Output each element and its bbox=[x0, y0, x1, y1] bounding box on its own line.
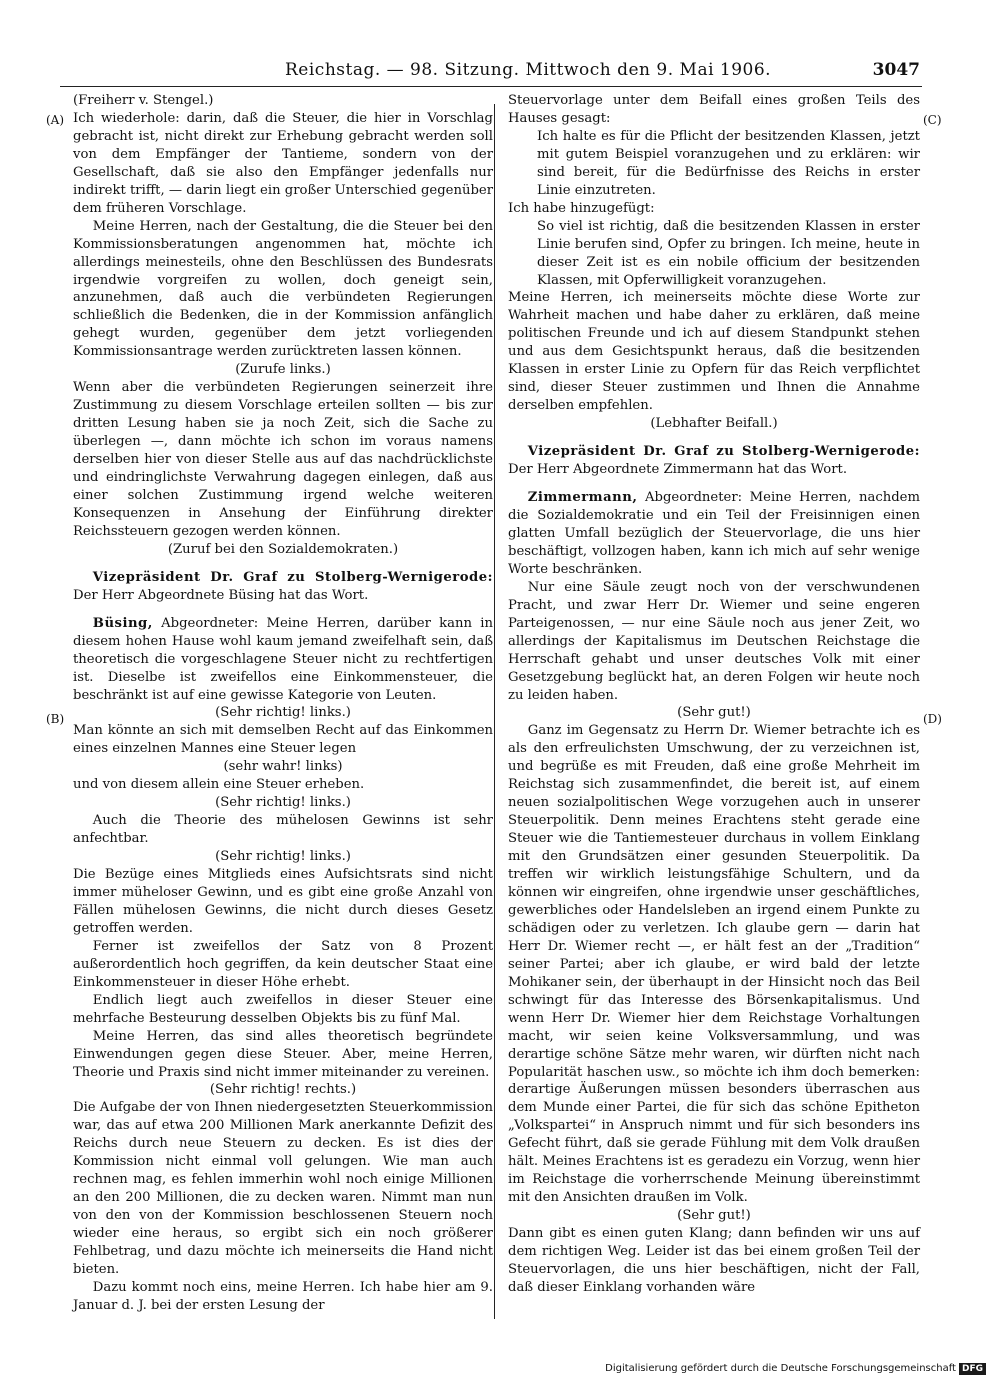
interjection: (sehr wahr! links) bbox=[223, 759, 343, 775]
paragraph: Ferner ist zweifellos der Satz von 8 Prozent außerordentlich hoch gegriffen, da kein deutscher Staat eine Einkommensteuer in dieser Höhe erhebt. bbox=[73, 938, 493, 990]
speaker-name: Vizepräsident Dr. Graf zu Stolberg-Wernigerode: bbox=[527, 444, 920, 460]
margin-mark-d: (D) bbox=[923, 712, 942, 726]
interjection: (Sehr richtig! rechts.) bbox=[209, 1082, 357, 1098]
paragraph: Auch die Theorie des mühelosen Gewinns ist sehr anfechtbar. bbox=[73, 813, 493, 847]
paragraph: Dazu kommt noch eins, meine Herren. Ich habe hier am 9. Januar d. J. bei der ersten Lesung der bbox=[73, 1279, 493, 1313]
dfg-logo: DFG bbox=[959, 1363, 986, 1375]
left-column bbox=[73, 92, 493, 1315]
paragraph: Meine Herren, ich meinerseits möchte diese Worte zur Wahrheit machen und habe daher zu erklären, daß meine politischen Freunde und ich auf diesem Standpunkt stehen und aus dem Gesichtspunkt heraus, daß die besitzenden Klassen in erster Linie zu Opfern für das Reich verpflichtet sind, dieser Steuer zustimmen und Ihnen die Annahme derselben empfehlen. bbox=[508, 290, 920, 414]
footer bbox=[605, 1363, 986, 1375]
footer-text: Digitalisierung gefördert durch die Deutsche Forschungsgemeinschaft bbox=[605, 1363, 956, 1374]
margin-mark-a: (A) bbox=[46, 113, 65, 127]
paragraph: Endlich liegt auch zweifellos in dieser Steuer eine mehrfache Besteurung desselben Objekts bis zu fünf Mal. bbox=[73, 992, 493, 1026]
paragraph: Die Bezüge eines Mitglieds eines Aufsichtsrats sind nicht immer müheloser Gewinn, und es gibt eine große Anzahl von Fällen mühelosen Gewinns, die nicht durch dieses Gesetz getroffen werden. bbox=[73, 867, 493, 936]
interjection: (Sehr gut!) bbox=[677, 1208, 751, 1224]
interjection: (Sehr richtig! links.) bbox=[215, 705, 351, 721]
column-divider bbox=[494, 104, 495, 1319]
paragraph: Ich habe hinzugefügt: bbox=[508, 200, 655, 216]
paragraph: So viel ist richtig, daß die besitzenden Klassen in erster Linie berufen sind, Opfer zu bringen. Ich meine, heute in dieser Zeit ist es ein nobile officium der besitzenden Klassen, mit Opferwilligkeit voranzugehen. bbox=[537, 218, 920, 288]
page-number: 3047 bbox=[872, 60, 920, 80]
interjection: (Lebhafter Beifall.) bbox=[650, 416, 778, 432]
interjection: (Sehr richtig! links.) bbox=[215, 849, 351, 865]
paragraph bbox=[508, 443, 920, 479]
right-column bbox=[508, 92, 920, 1297]
paragraph bbox=[508, 489, 920, 579]
paragraph: Nur eine Säule zeugt noch von der verschwundenen Pracht, und zwar Herr Dr. Wiemer und seine engeren Parteigenossen, — nur eine Säule noch aus jener Zeit, wo allerdings der Kapitalismus im Deutschen Reichstage die Herrschaft gehabt und unser deutsches Volk mit einer Gesetzgebung beglückt hat, an deren Folgen wir heute noch zu leiden haben. bbox=[508, 579, 920, 703]
paragraph: Wenn aber die verbündeten Regierungen seinerzeit ihre Zustimmung zu diesem Vorschlage erteilen sollten — bis zur dritten Lesung haben sie ja noch Zeit, sich die Sache zu überlegen —, dann möchte ich schon im voraus namens derselben hier von dieser Stelle aus auf das nachdrücklichste und eindringlichste Verwahrung dagegen einlegen, daß aus einer solchen Zustimmung irgend welche weiteren Konsequenzen in Ansehung der Einführung direkter Reichssteuern gezogen werden können. bbox=[73, 380, 493, 539]
speech-text: Abgeordneter: Meine Herren, nachdem die Sozialdemokratie und ein Teil der Freisinnigen einen glatten Umfall bezüglich der Steuervorlage, die uns hier beschäftigt, vollzogen haben, kann ich mich auf sehr wenige Worte beschränken. bbox=[508, 490, 920, 577]
interjection: (Sehr gut!) bbox=[677, 705, 751, 721]
paragraph: Ich halte es für die Pflicht der besitzenden Klassen, jetzt mit gutem Beispiel voranzugehen und zu erklären: wir sind bereit, für die Bedürfnisse des Reichs in erster Linie einzutreten. bbox=[537, 128, 920, 198]
speech-text: Abgeordneter: Meine Herren, darüber kann in diesem hohen Hause wohl kaum jemand zweifelhaft sein, daß theoretisch die vorgeschlagene Steuer nicht zu rechtfertigen ist. Dieselbe ist zweifellos eine Einkommensteuer, die beschränkt ist auf eine gewisse Kategorie von Leuten. bbox=[73, 615, 493, 703]
paragraph: Meine Herren, das sind alles theoretisch begründete Einwendungen gegen diese Steuer. Aber, meine Herren, Theorie und Praxis sind nicht immer miteinander zu vereinen. bbox=[73, 1028, 493, 1080]
speech-text: Der Herr Abgeordnete Büsing hat das Wort. bbox=[73, 587, 369, 603]
paragraph: (Freiherr v. Stengel.) bbox=[73, 93, 214, 108]
speech-text: Der Herr Abgeordnete Zimmermann hat das Wort. bbox=[508, 462, 848, 478]
paragraph: Dann gibt es einen guten Klang; dann befinden wir uns auf dem richtigen Weg. Leider ist das bei einem großen Teil der Steuervorlagen, die uns hier beschäftigen, nicht der Fall, daß dieser Einklang vorhanden wäre bbox=[508, 1226, 920, 1295]
margin-mark-b: (B) bbox=[46, 712, 65, 726]
paragraph: und von diesem allein eine Steuer erheben. bbox=[73, 777, 365, 793]
speaker-name: Büsing, bbox=[92, 615, 153, 631]
paragraph: Man könnte an sich mit demselben Recht auf das Einkommen eines einzelnen Mannes eine Steuer legen bbox=[73, 723, 493, 757]
page-header bbox=[95, 60, 920, 88]
paragraph bbox=[73, 569, 493, 605]
margin-mark-c: (C) bbox=[923, 113, 942, 127]
header-title: Reichstag. — 98. Sitzung. Mittwoch den 9. Mai 1906. bbox=[285, 60, 772, 80]
paragraph: Die Aufgabe der von Ihnen niedergesetzten Steuerkommission war, das auf etwa 200 Millionen Mark anerkannte Defizit des Reichs durch neue Steuern zu decken. Es ist dies der Kommission nicht einmal voll gelungen. Wie man auch rechnen mag, es fehlen immerhin wohl noch einige Millionen an den 200 Millionen, die zu decken waren. Nimmt man nun von den von der Kommission beschlossenen Steuern noch wieder eine heraus, so ergibt sich ein noch größerer Fehlbetrag, und dazu möchte ich meinerseits die Hand nicht bieten. bbox=[73, 1100, 493, 1277]
paragraph: Ich wiederhole: darin, daß die Steuer, die hier in Vorschlag gebracht ist, nicht direkt zur Erhebung gebracht werden soll von dem Empfänger der Tantieme, sondern von der Gesellschaft, daß sie also den Empfänger jedenfalls nur indirekt trifft, — darin liegt ein großer Unterschied gegenüber dem früheren Vorschlage. bbox=[73, 110, 493, 216]
header-rule bbox=[60, 86, 922, 87]
paragraph: Meine Herren, nach der Gestaltung, die die Steuer bei den Kommissionsberatungen angenommen hat, möchte ich allerdings meinesteils, ohne den Beschlüssen des Bundesrats irgendwie vorgreifen zu wollen, doch geneigt sein, anzunehmen, daß auch die verbündeten Regierungen schließlich die Bedenken, die in der Kommission anfänglich gehegt wurden, gegenüber dem jetzt vorliegenden Kommissionsantrage werden zurücktreten lassen können. bbox=[73, 218, 493, 360]
speaker-name: Zimmermann, bbox=[527, 490, 638, 506]
interjection: (Sehr richtig! links.) bbox=[215, 795, 351, 811]
paragraph bbox=[73, 615, 493, 705]
paragraph: Steuervorlage unter dem Beifall eines großen Teils des Hauses gesagt: bbox=[508, 93, 920, 126]
interjection: (Zuruf bei den Sozialdemokraten.) bbox=[167, 541, 399, 557]
interjection: (Zurufe links.) bbox=[235, 362, 331, 378]
paragraph: Ganz im Gegensatz zu Herrn Dr. Wiemer betrachte ich es als den erfreulichsten Umschwung, der zu verzeichnen ist, und begrüße es mit Freuden, daß eine große Mehrheit im Reichstag sich zusammenfindet, die bereit ist, auf einem neuen sozialpolitischen Wege vorzugehen auch in unserer Steuerpolitik. Denn meines Erachtens steht gerade eine Steuer wie die Tantiemesteuer durchaus in vollem Einklang mit den Grundsätzen einer gesunden Steuerpolitik. Da treffen wir wirklich leistungsfähige Schultern, und da können wir eingreifen, ohne irgendwie unser geschäftliches, gewerbliches oder Handelsleben an irgend einem Punkte zu schädigen oder zu verletzen. Ich glaube gern — darin hat Herr Dr. Wiemer recht —, er hält fest an der „Tradition“ seiner Partei; aber ich glaube, er wird bald der letzte Mohikaner sein, der überhaupt in der Hinsicht noch das Beil schwingt für das Interesse des Börsenkapitalismus. Und wenn Herr Dr. Wiemer hier dem Reichstage Vorhaltungen macht, wir seien keine Volksversammlung, und was derartige schöne Sätze mehr waren, wir dürften nicht nach Popularität haschen usw., so möchte ich ihm doch bemerken: derartige Äußerungen müssen besonders überraschen aus dem Munde einer Partei, die für sich das schöne Epitheton „Volkspartei“ in Anspruch nimmt und für sich besonders ins Gefecht führt, daß sie gerade Fühlung mit dem Volk draußen hält. Meines Erachtens ist es geradezu ein Vorzug, wenn hier im Reichstage die vorherrschende Meinung übereinstimmt mit den Ansichten draußen im Volk. bbox=[508, 723, 920, 1206]
speaker-name: Vizepräsident Dr. Graf zu Stolberg-Wernigerode: bbox=[92, 569, 493, 585]
